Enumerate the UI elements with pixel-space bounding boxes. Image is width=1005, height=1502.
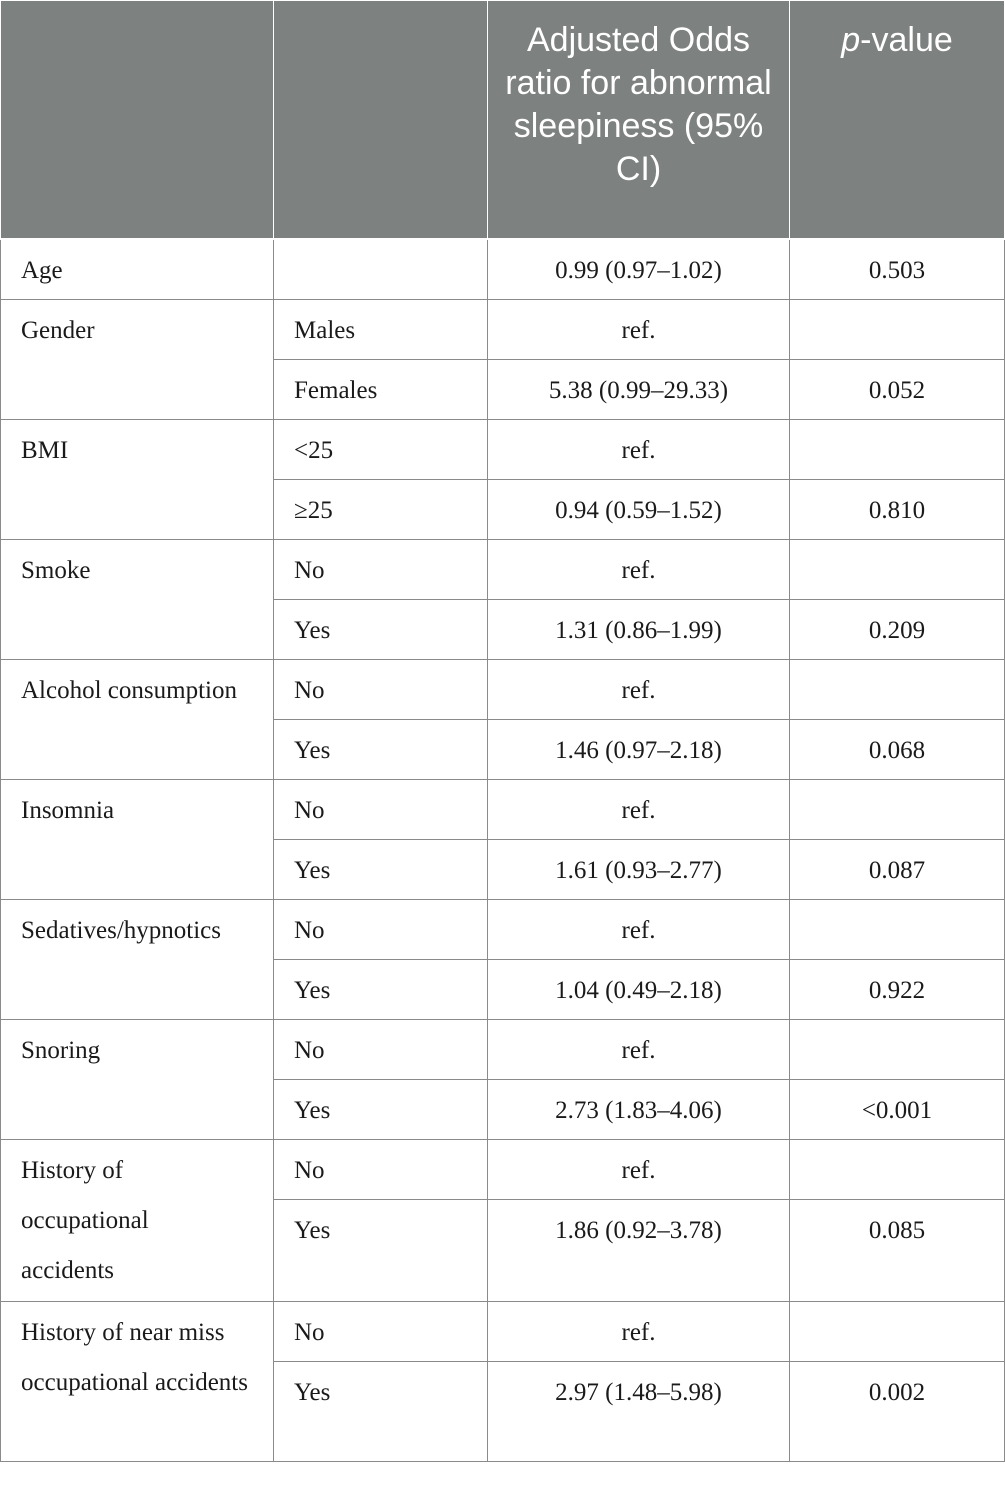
- p-value-cell: [790, 659, 1005, 719]
- odds-ratio-cell: 1.04 (0.49–2.18): [488, 959, 790, 1019]
- variable-cell: History of near miss occupational accidents: [1, 1301, 274, 1461]
- level-cell: No: [274, 1019, 488, 1079]
- level-cell: Yes: [274, 1079, 488, 1139]
- variable-cell: Gender: [1, 299, 274, 419]
- p-value-cell: 0.209: [790, 599, 1005, 659]
- level-cell: No: [274, 1139, 488, 1199]
- table-row: [1, 1139, 1005, 1199]
- variable-cell: Insomnia: [1, 779, 274, 899]
- p-value-cell: 0.002: [790, 1361, 1005, 1461]
- odds-ratio-cell: ref.: [488, 1139, 790, 1199]
- p-value-cell: [790, 779, 1005, 839]
- p-value-cell: 0.087: [790, 839, 1005, 899]
- header-p-rest: -value: [860, 21, 953, 59]
- header-blank-level: [274, 1, 488, 240]
- variable-cell: History of occupational accidents: [1, 1139, 274, 1301]
- odds-ratio-cell: ref.: [488, 1301, 790, 1361]
- table-row: [1, 1301, 1005, 1361]
- odds-ratio-cell: 1.86 (0.92–3.78): [488, 1199, 790, 1301]
- odds-ratio-cell: 2.97 (1.48–5.98): [488, 1361, 790, 1461]
- variable-cell: Smoke: [1, 539, 274, 659]
- variable-cell: Snoring: [1, 1019, 274, 1139]
- odds-ratio-cell: 1.61 (0.93–2.77): [488, 839, 790, 899]
- level-cell: Yes: [274, 1199, 488, 1301]
- p-value-cell: [790, 899, 1005, 959]
- odds-ratio-cell: 5.38 (0.99–29.33): [488, 359, 790, 419]
- header-p-value: [790, 1, 1005, 240]
- level-cell: [274, 239, 488, 299]
- p-value-cell: 0.068: [790, 719, 1005, 779]
- odds-ratio-cell: 0.99 (0.97–1.02): [488, 239, 790, 299]
- odds-ratio-cell: ref.: [488, 419, 790, 479]
- table-row: [1, 779, 1005, 839]
- level-cell: No: [274, 539, 488, 599]
- table-row: [1, 539, 1005, 599]
- level-cell: No: [274, 659, 488, 719]
- p-value-cell: 0.085: [790, 1199, 1005, 1301]
- table-row: [1, 659, 1005, 719]
- table-row: [1, 239, 1005, 299]
- table-row: [1, 299, 1005, 359]
- variable-cell: BMI: [1, 419, 274, 539]
- odds-ratio-cell: 0.94 (0.59–1.52): [488, 479, 790, 539]
- odds-ratio-cell: 2.73 (1.83–4.06): [488, 1079, 790, 1139]
- level-cell: No: [274, 1301, 488, 1361]
- p-value-cell: [790, 1139, 1005, 1199]
- level-cell: ≥25: [274, 479, 488, 539]
- p-value-cell: 0.052: [790, 359, 1005, 419]
- odds-ratio-cell: ref.: [488, 899, 790, 959]
- variable-cell: Sedatives/hypnotics: [1, 899, 274, 1019]
- odds-ratio-cell: ref.: [488, 779, 790, 839]
- level-cell: Females: [274, 359, 488, 419]
- odds-ratio-cell: 1.31 (0.86–1.99): [488, 599, 790, 659]
- table-row: [1, 899, 1005, 959]
- variable-cell: Age: [1, 239, 274, 299]
- p-value-cell: [790, 1019, 1005, 1079]
- p-value-cell: 0.503: [790, 239, 1005, 299]
- odds-ratio-cell: ref.: [488, 539, 790, 599]
- p-value-cell: [790, 299, 1005, 359]
- p-value-cell: 0.810: [790, 479, 1005, 539]
- odds-ratio-cell: 1.46 (0.97–2.18): [488, 719, 790, 779]
- level-cell: Yes: [274, 719, 488, 779]
- level-cell: Yes: [274, 839, 488, 899]
- p-value-cell: <0.001: [790, 1079, 1005, 1139]
- odds-ratio-cell: ref.: [488, 659, 790, 719]
- header-odds-ratio: Adjusted Odds ratio for abnormal sleepiness (95% CI): [488, 1, 790, 240]
- odds-ratio-cell: ref.: [488, 1019, 790, 1079]
- level-cell: No: [274, 779, 488, 839]
- level-cell: Yes: [274, 599, 488, 659]
- p-value-cell: 0.922: [790, 959, 1005, 1019]
- level-cell: Yes: [274, 959, 488, 1019]
- table-row: [1, 419, 1005, 479]
- variable-cell: Alcohol consumption: [1, 659, 274, 779]
- header-p-italic: p: [841, 21, 861, 59]
- odds-ratio-cell: ref.: [488, 299, 790, 359]
- p-value-cell: [790, 419, 1005, 479]
- header-row: [1, 1, 1005, 240]
- level-cell: <25: [274, 419, 488, 479]
- table-row: [1, 1019, 1005, 1079]
- level-cell: No: [274, 899, 488, 959]
- p-value-cell: [790, 1301, 1005, 1361]
- p-value-cell: [790, 539, 1005, 599]
- level-cell: Yes: [274, 1361, 488, 1461]
- header-blank-variable: [1, 1, 274, 240]
- level-cell: Males: [274, 299, 488, 359]
